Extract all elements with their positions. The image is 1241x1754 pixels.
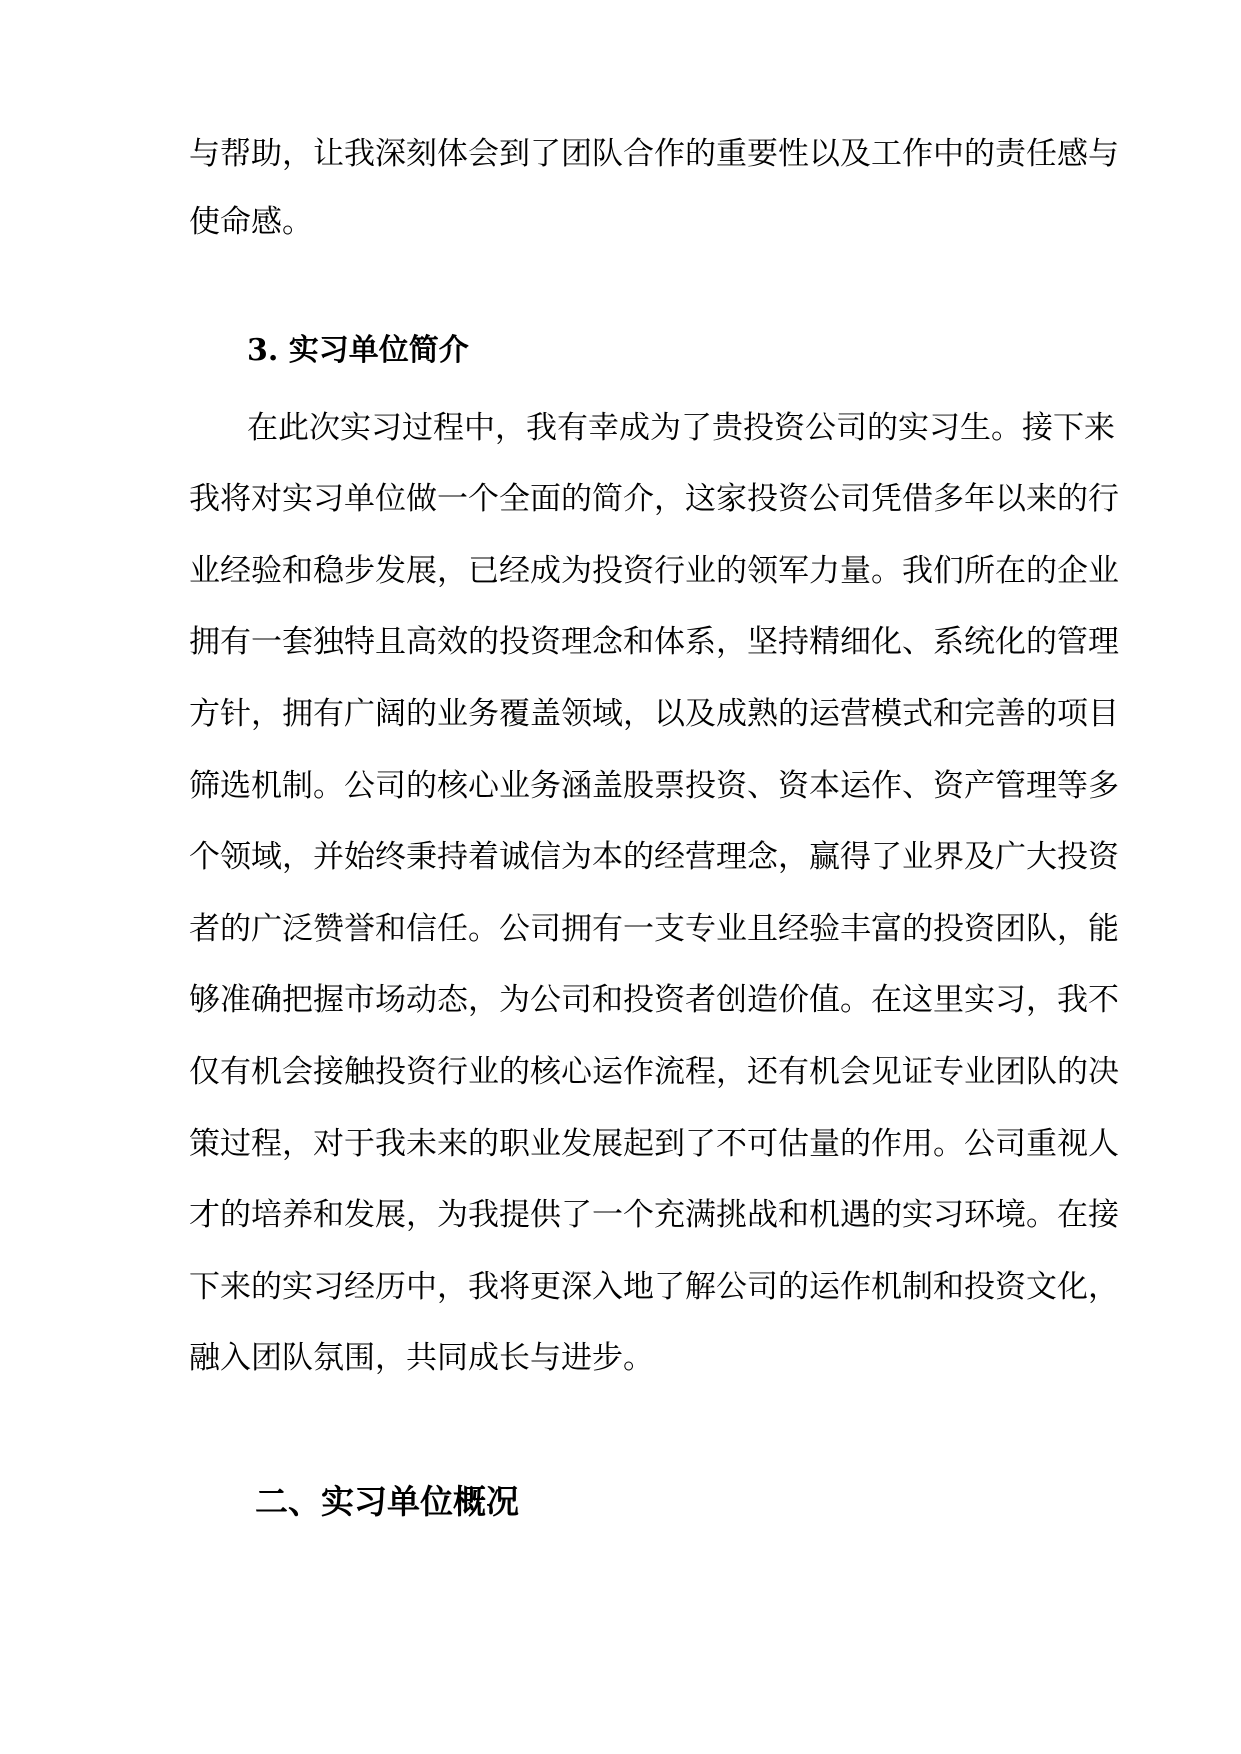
paragraph-line: 够准确把握市场动态，为公司和投资者创造价值。在这里实习，我不 (189, 982, 1119, 1018)
paragraph-line: 拥有一套独特且高效的投资理念和体系，坚持精细化、系统化的管理 (189, 624, 1119, 660)
paragraph-line: 策过程，对于我未来的职业发展起到了不可估量的作用。公司重视人 (189, 1126, 1119, 1162)
paragraph-line: 才的培养和发展，为我提供了一个充满挑战和机遇的实习环境。在接 (189, 1197, 1119, 1233)
paragraph-line: 方针，拥有广阔的业务覆盖领域，以及成熟的运营模式和完善的项目 (189, 696, 1119, 732)
paragraph-line: 下来的实习经历中，我将更深入地了解公司的运作机制和投资文化， (189, 1269, 1119, 1305)
intro-line-1: 与帮助，让我深刻体会到了团队合作的重要性以及工作中的责任感与 (189, 136, 1119, 172)
paragraph-line: 在此次实习过程中，我有幸成为了贵投资公司的实习生。接下来 (247, 410, 1115, 446)
section-heading-internship-unit-overview: 二、实习单位概况 (255, 1482, 519, 1521)
paragraph-line: 我将对实习单位做一个全面的简介，这家投资公司凭借多年以来的行 (189, 481, 1119, 517)
section-heading-internship-unit-intro: 3. 实习单位简介 (247, 333, 469, 368)
intro-line-2: 使命感。 (189, 204, 313, 240)
paragraph-line: 仅有机会接触投资行业的核心运作流程，还有机会见证专业团队的决 (189, 1054, 1119, 1090)
paragraph-line: 筛选机制。公司的核心业务涵盖股票投资、资本运作、资产管理等多 (189, 768, 1119, 804)
paragraph-line: 者的广泛赞誉和信任。公司拥有一支专业且经验丰富的投资团队，能 (189, 911, 1119, 947)
paragraph-line: 融入团队氛围，共同成长与进步。 (189, 1340, 654, 1376)
paragraph-line: 业经验和稳步发展，已经成为投资行业的领军力量。我们所在的企业 (189, 553, 1119, 589)
paragraph-line: 个领域，并始终秉持着诚信为本的经营理念，赢得了业界及广大投资 (189, 839, 1119, 875)
